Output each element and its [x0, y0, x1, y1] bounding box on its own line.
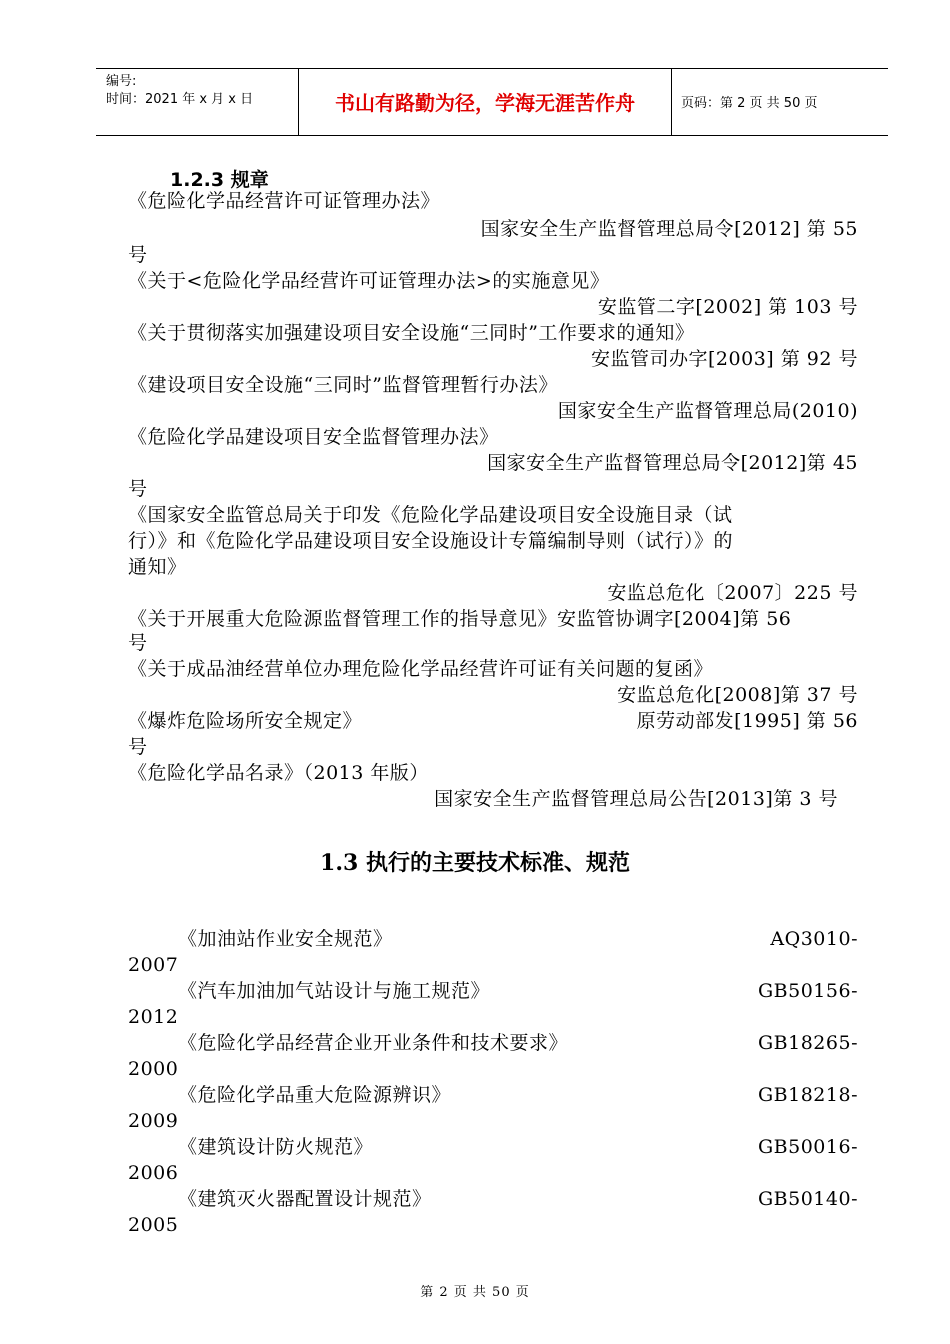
- page-header: [96, 68, 888, 136]
- regulation-title: 《爆炸危险场所安全规定》: [128, 710, 363, 732]
- regulation-issuer: 国家安全生产监督管理总局公告[2013]第 3 号: [434, 788, 838, 810]
- standard-code: GB18265-: [757, 1032, 858, 1054]
- regulation-issuer: 安监管二字[2002] 第 103 号: [597, 296, 858, 318]
- regulation-title: 《危险化学品经营许可证管理办法》: [128, 190, 441, 212]
- header-meta-cell: [96, 69, 298, 135]
- header-page-info: 页码：第 2 页 共 50 页: [681, 96, 818, 111]
- regulation-title-wrap: 通知》: [128, 556, 187, 578]
- regulation-issuer-wrap: 号: [128, 736, 148, 758]
- section-heading-1-3: 1.3 执行的主要技术标准、规范: [320, 850, 630, 876]
- regulation-issuer-wrap: 号: [128, 632, 148, 654]
- standard-year: 2006: [128, 1162, 179, 1184]
- standard-year: 2005: [128, 1214, 179, 1236]
- regulation-title: 《关于开展重大危险源监督管理工作的指导意见》安监管协调字[2004]第 56: [128, 608, 792, 630]
- regulation-issuer-wrap: 号: [128, 478, 148, 500]
- header-motto-cell: [298, 69, 672, 135]
- standard-code: GB50140-: [757, 1188, 858, 1210]
- regulation-title: 《关于成品油经营单位办理危险化学品经营许可证有关问题的复函》: [128, 658, 714, 680]
- regulation-issuer: 安监总危化〔2007〕225 号: [607, 582, 858, 604]
- regulation-title: 《国家安全监管总局关于印发《危险化学品建设项目安全设施目录（试: [128, 504, 733, 526]
- standard-title: 《建筑设计防火规范》: [178, 1136, 374, 1158]
- regulation-title-wrap: 行）》和《危险化学品建设项目安全设施设计专篇编制导则（试行）》的: [128, 530, 734, 552]
- header-page-cell: [671, 69, 888, 135]
- header-motto: 书山有路勤为径，学海无涯苦作舟: [335, 91, 635, 115]
- document-number-label: 编号:: [106, 74, 137, 89]
- regulation-issuer: 国家安全生产监督管理总局令[2012] 第 55: [480, 218, 858, 240]
- standard-year: 2012: [128, 1006, 179, 1028]
- standard-title: 《建筑灭火器配置设计规范》: [178, 1188, 432, 1210]
- standard-title: 《加油站作业安全规范》: [178, 928, 393, 950]
- standard-year: 2000: [128, 1058, 179, 1080]
- standard-title: 《汽车加油加气站设计与施工规范》: [178, 980, 491, 1002]
- regulation-title: 《关于贯彻落实加强建设项目安全设施“三同时”工作要求的通知》: [128, 322, 695, 344]
- regulation-issuer: 原劳动部发[1995] 第 56: [636, 710, 858, 732]
- standard-code: GB50156-: [757, 980, 858, 1002]
- regulation-title: 《危险化学品建设项目安全监督管理办法》: [128, 426, 499, 448]
- standard-title: 《危险化学品重大危险源辨识》: [178, 1084, 452, 1106]
- regulation-issuer: 安监总危化[2008]第 37 号: [617, 684, 858, 706]
- regulation-title: 《危险化学品名录》（2013 年版）: [128, 762, 429, 784]
- standard-code: GB18218-: [757, 1084, 858, 1106]
- regulation-title: 《关于<危险化学品经营许可证管理办法>的实施意见》: [128, 270, 610, 292]
- page-footer: 第 2 页 共 50 页: [420, 1285, 530, 1300]
- standard-year: 2007: [128, 954, 179, 976]
- document-time-label: 时间：2021 年 x 月 x 日: [106, 92, 254, 107]
- regulation-issuer: 安监管司办字[2003] 第 92 号: [591, 348, 858, 370]
- regulation-issuer-wrap: 号: [128, 244, 148, 266]
- standard-code: GB50016-: [757, 1136, 858, 1158]
- standard-year: 2009: [128, 1110, 179, 1132]
- section-heading-1-2-3: 1.2.3 规章: [170, 169, 269, 191]
- standard-code: AQ3010-: [770, 928, 858, 950]
- regulation-issuer: 国家安全生产监督管理总局(2010): [557, 400, 858, 422]
- regulation-issuer: 国家安全生产监督管理总局令[2012]第 45: [487, 452, 858, 474]
- standard-title: 《危险化学品经营企业开业条件和技术要求》: [178, 1032, 569, 1054]
- regulation-title: 《建设项目安全设施“三同时”监督管理暂行办法》: [128, 374, 558, 396]
